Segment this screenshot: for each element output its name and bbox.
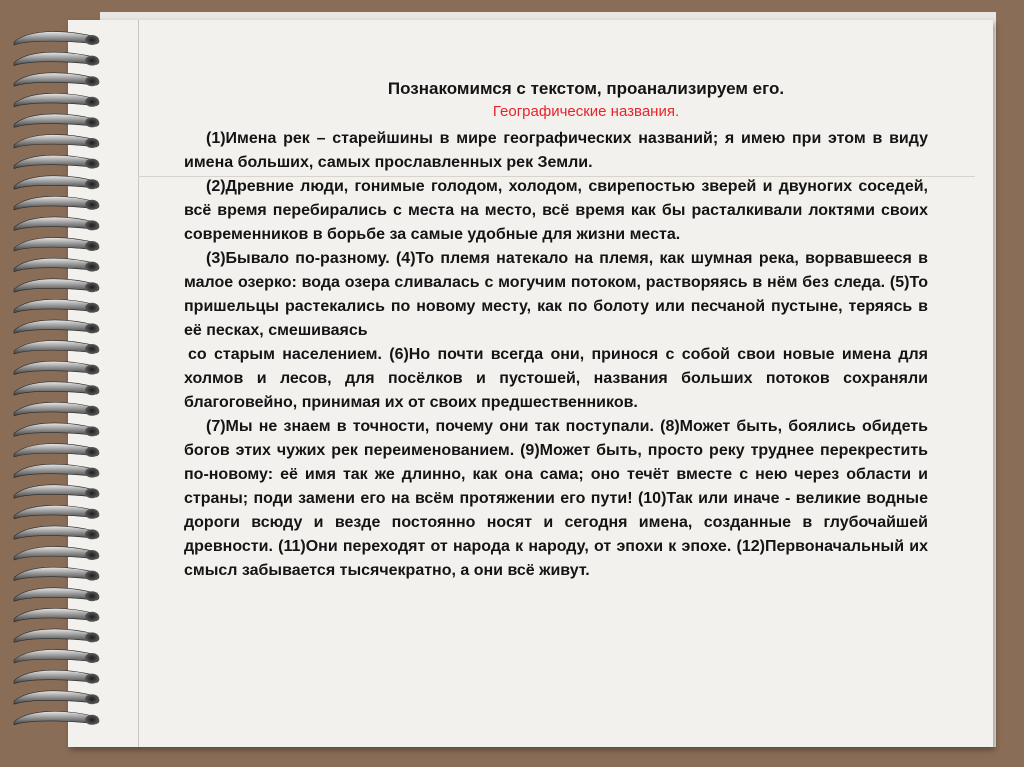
binding-hole bbox=[85, 344, 99, 354]
binding-hole bbox=[85, 550, 99, 560]
binding-hole bbox=[85, 220, 99, 230]
binding-hole bbox=[85, 591, 99, 601]
binding-hole bbox=[85, 447, 99, 457]
spiral-binding-icon bbox=[0, 22, 120, 752]
binding-hole bbox=[85, 426, 99, 436]
binding-hole bbox=[85, 35, 99, 45]
binding-hole bbox=[85, 632, 99, 642]
paragraph: (3)Бывало по-разному. (4)То племя натекало на племя, как шумная река, ворвавшееся в малое озерко: вода озера сливалась с могучим потоком, растворяясь в нём без следа. (5)То пришельцы растекались по новому месту, как по болоту или песчаной пустыне, теряясь в её песках, смешиваясь bbox=[184, 250, 928, 339]
page-subtitle: Географические названия. bbox=[492, 103, 680, 120]
paragraph: со старым населением. (6)Но почти всегда они, принося с собой свои новые имена для холмов и лесов, для посёлков и пустошей, названия больших потоков сохраняли благоговейно, принимая их от своих предшественников. bbox=[184, 346, 928, 411]
binding-hole bbox=[85, 200, 99, 210]
paragraph: (1)Имена рек – старейшины в мире географических названий; я имею при этом в виду имена больших, самых прославленных рек Земли. bbox=[184, 130, 928, 171]
binding-hole bbox=[85, 694, 99, 704]
paragraph: (7)Мы не знаем в точности, почему они так поступали. (8)Может быть, боялись обидеть богов этих чужих рек переименованием. (9)Может быть, просто реку труднее перекрестить по-новому: её имя так же длинно, как она сама; оно течёт вместе с нею через области и страны; поди замени его на всём протяжении его пути! (10)Так или иначе - великие водные дороги всюду и везде постоянно носят и сегодня имена, созданные в глубочайшей древности. (11)Они переходят от народа к народу, от эпохи к эпохе. (12)Первоначальный их смысл забывается тысячекратно, а они всё живут. bbox=[184, 418, 928, 579]
binding-hole bbox=[85, 715, 99, 725]
binding-hole bbox=[85, 488, 99, 498]
binding-hole bbox=[85, 76, 99, 86]
binding-hole bbox=[85, 529, 99, 539]
page-title: Познакомимся с текстом, проанализируем его. bbox=[387, 79, 785, 98]
binding-hole bbox=[85, 303, 99, 313]
binding-hole bbox=[85, 262, 99, 272]
binding-hole bbox=[85, 406, 99, 416]
binding-hole bbox=[85, 56, 99, 66]
document-body bbox=[184, 78, 928, 583]
binding-hole bbox=[85, 468, 99, 478]
binding-hole bbox=[85, 509, 99, 519]
binding-hole bbox=[85, 674, 99, 684]
paragraph: (2)Древние люди, гонимые голодом, холодом, свирепостью зверей и двуногих соседей, всё время перебирались с места на место, всё время как бы расталкивали локтями своих современников в борьбе за самые удобные для жизни места. bbox=[184, 178, 928, 243]
binding-hole bbox=[85, 117, 99, 127]
binding-hole bbox=[85, 179, 99, 189]
binding-hole bbox=[85, 241, 99, 251]
binding-hole bbox=[85, 612, 99, 622]
margin-line bbox=[138, 20, 139, 747]
binding-hole bbox=[85, 571, 99, 581]
binding-hole bbox=[85, 159, 99, 169]
binding-hole bbox=[85, 365, 99, 375]
binding-hole bbox=[85, 653, 99, 663]
binding-hole bbox=[85, 97, 99, 107]
binding-hole bbox=[85, 138, 99, 148]
binding-hole bbox=[85, 385, 99, 395]
binding-hole bbox=[85, 282, 99, 292]
binding-hole bbox=[85, 323, 99, 333]
